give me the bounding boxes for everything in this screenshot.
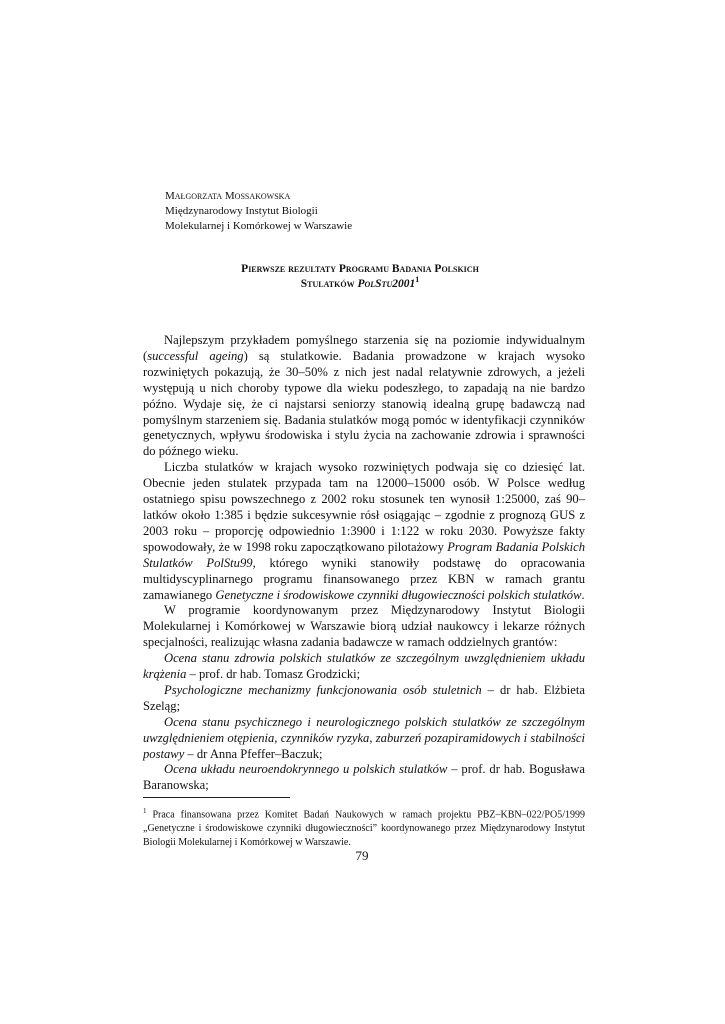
grant-investigator: – prof. dr hab. Tomasz Grodzicki; [189, 667, 361, 682]
grant-item [143, 651, 585, 683]
body-text [143, 333, 585, 794]
paragraph-2-text-a: Liczba stulatków w krajach wysoko rozwiniętych podwaja się co dziesięć lat. Obecnie jeden stulatek przypada tam na 12000–15000 osób. W Polsce według ostatniego spisu powszechnego z 2002 roku stosunek ten wynosił 1:25000, zaś 90–latków około 1:385 i będzie sukcesywnie rósł osiągając – zgodnie z prognozą GUS z 2003 roku – proporcję odpowiednio 1:3900 i 1:122 w roku 2030. Powyższe fakty spowodowały, że w 1998 roku zapoczątkowano pilotażowy [143, 460, 585, 554]
paragraph-2-italic-1: Program Badania Polskich Stulatków PolStu99 [143, 539, 585, 570]
title-line-2-prefix: Stulatków [300, 278, 358, 290]
grant-investigator: – prof. dr hab. Bogusława Baranowska; [143, 762, 585, 793]
paragraph-3: W programie koordynowanym przez Międzynarodowy Instytut Biologii Molekularnej i Komórkowej w Warszawie biorą udział naukowcy i lekarze różnych specjalności, realizując własna zadania badawcze w ramach oddzielnych grantów: [143, 603, 585, 650]
footnote-divider [143, 797, 290, 798]
paragraph-1-text-b: ) są stulatkowie. Badania prowadzone w krajach wysoko rozwiniętych pokazują, że 30–50% z nich jest nadal relatywnie zdrowych, a jeżeli występują u nich choroby typowe dla wieku podeszłego, to zapadają na nie bardzo późno. Wydaje się, że ci najstarsi seniorzy stanowią idealną grupę badawczą nad pomyślnym starzeniem się. Badania stulatków mogą pomóc w identyfikacji czynników genetycznych, wpływu środowiska i stylu życia na zachowanie zdrowia i sprawności do późnego wieku. [143, 348, 585, 459]
article-title [140, 262, 580, 292]
title-line-1: Pierwsze rezultaty Programu Badania Polskich [241, 263, 479, 275]
author-name: Małgorzata Mossakowska [165, 190, 291, 202]
grant-title: Ocena stanu zdrowia polskich stulatków ze szczególnym uwzględnieniem układu krążenia [143, 651, 585, 682]
footnote-text: Praca finansowana przez Komitet Badań Naukowych w ramach projektu PBZ–KBN–022/PO5/1999 „Genetyczne i środowiskowe czynniki długowieczności” koordynowanego przez Międzynarodowy Instytut Biologii Molekularnej i Komórkowej w Warszawie. [143, 809, 585, 849]
paragraph-2-italic-2: Genetyczne i środowiskowe czynniki długowieczności polskich stulatków [215, 587, 582, 602]
paragraph-2 [143, 460, 585, 603]
paragraph-2-text-c: . [581, 587, 585, 602]
grant-item [143, 762, 585, 794]
page-number: 79 [355, 848, 369, 863]
footnote [143, 804, 585, 850]
grant-item [143, 715, 585, 763]
grant-title: Psychologiczne mechanizmy funkcjonowania osób stuletnich [164, 682, 482, 697]
affiliation-line-2: Molekularnej i Komórkowej w Warszawie [165, 220, 353, 232]
grant-title: Ocena układu neuroendokrynnego u polskich stulatków [164, 762, 448, 777]
title-line-2 [140, 277, 580, 292]
paragraph-1 [143, 333, 585, 460]
title-footnote-marker: 1 [415, 275, 420, 285]
affiliation-line-1: Międzynarodowy Instytut Biologii [165, 205, 318, 217]
paragraph-1-italic: successful ageing [147, 348, 244, 363]
grant-title: Ocena stanu psychicznego i neurologicznego polskich stulatków ze szczególnym uwzględnieniem otępienia, czynników ryzyka, zaburzeń pozapiramidowych i stabilności postawy [143, 714, 585, 761]
paragraph-2-text-b: , którego wyniki stanowiły podstawę do opracowania multidyscyplinarnego programu finansowanego przez KBN w ramach grantu zamawianego [143, 555, 585, 602]
author-block [165, 189, 352, 234]
grant-item [143, 683, 585, 715]
paragraph-1-text-a: Najlepszym przykładem pomyślnego starzenia się na poziomie indywidualnym ( [143, 333, 585, 363]
title-line-2-italic: PolStu2001 [357, 278, 416, 290]
grant-investigator: – dr hab. Elżbieta Szeląg; [143, 682, 585, 713]
grant-investigator: – dr Anna Pfeffer–Baczuk; [184, 746, 323, 761]
footnote-marker: 1 [143, 807, 147, 815]
